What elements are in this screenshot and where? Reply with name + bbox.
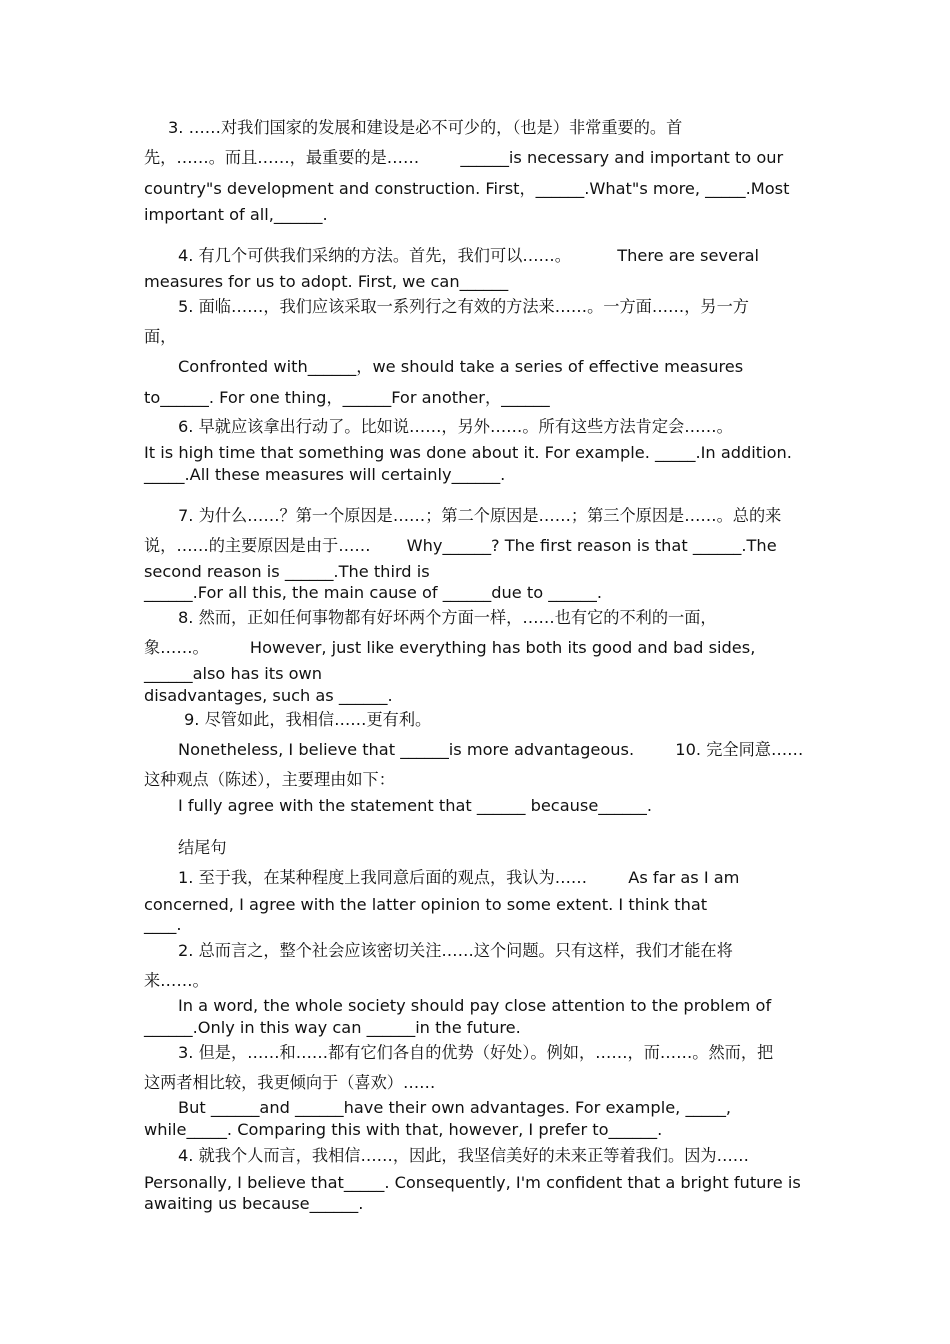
- text-line: But ______and ______have their own advantages. For example, _____,: [178, 1098, 732, 1117]
- text-line: concerned, I agree with the latter opinion to some extent. I think that: [144, 895, 708, 914]
- text-line: disadvantages, such as ______.: [144, 686, 393, 705]
- text-line: important of all,______.: [144, 205, 328, 224]
- text-line: 说，……的主要原因是由于…… Why______? The first reason is that ______.The: [144, 536, 777, 555]
- text-line: country"s development and construction. First，______.What"s more, _____.Most: [144, 179, 790, 198]
- text-line: Confronted with______，we should take a series of effective measures: [178, 357, 744, 376]
- text-line: In a word, the whole society should pay close attention to the problem of: [178, 996, 772, 1015]
- text-line: 象……。 However, just like everything has both its good and bad sides,: [144, 638, 756, 657]
- text-line: 9. 尽管如此，我相信……更有利。: [184, 710, 432, 729]
- text-line: 1. 至于我，在某种程度上我同意后面的观点，我认为…… As far as I am: [178, 868, 740, 887]
- text-line: measures for us to adopt. First, we can______: [144, 272, 509, 291]
- text-line: to______. For one thing，______For another，______: [144, 388, 550, 407]
- text-line: ______.For all this, the main cause of ______due to ______.: [144, 583, 603, 602]
- text-line: 7. 为什么……？第一个原因是……；第二个原因是……；第三个原因是……。总的来: [178, 506, 782, 525]
- text-line: 来……。: [144, 971, 209, 990]
- text-line: 6. 早就应该拿出行动了。比如说……，另外……。所有这些方法肯定会……。: [178, 417, 733, 436]
- text-line: 面，: [144, 327, 177, 346]
- text-line: 3. 但是，……和……都有它们各自的优势（好处）。例如，……，而……。然而，把: [178, 1043, 774, 1062]
- text-line: 8. 然而，正如任何事物都有好坏两个方面一样，……也有它的不利的一面，: [178, 608, 717, 627]
- text-line: It is high time that something was done about it. For example. _____.In addition.: [144, 443, 792, 462]
- text-line: ______also has its own: [144, 664, 323, 683]
- text-line: Personally, I believe that_____. Consequently, I'm confident that a bright future is: [144, 1173, 801, 1192]
- text-line: awaiting us because______.: [144, 1194, 364, 1213]
- text-line: 2. 总而言之，整个社会应该密切关注……这个问题。只有这样，我们才能在将: [178, 941, 733, 960]
- text-line: Nonetheless, I believe that ______is more advantageous. 10. 完全同意……: [178, 740, 804, 759]
- text-line: ______.Only in this way can ______in the future.: [144, 1018, 521, 1037]
- text-line: 4. 有几个可供我们采纳的方法。首先，我们可以……。 There are several: [178, 246, 760, 265]
- text-line: second reason is ______.The third is: [144, 562, 430, 581]
- text-line: ____.: [144, 915, 182, 934]
- text-line: while_____. Comparing this with that, however, I prefer to______.: [144, 1120, 663, 1139]
- text-line: 先，……。而且……，最重要的是…… ______is necessary and important to our: [144, 148, 784, 167]
- text-line: _____.All these measures will certainly______.: [144, 465, 506, 484]
- text-line: 这种观点（陈述），主要理由如下：: [144, 770, 395, 789]
- text-line: I fully agree with the statement that ______ because______.: [178, 796, 652, 815]
- text-line: 3. ……对我们国家的发展和建设是必不可少的，（也是）非常重要的。首: [168, 118, 683, 137]
- section-heading: 结尾句: [178, 838, 227, 857]
- text-line: 这两者相比较，我更倾向于（喜欢）……: [144, 1073, 436, 1092]
- text-line: 5. 面临……，我们应该采取一系列行之有效的方法来……。一方面……，另一方: [178, 297, 749, 316]
- text-line: 4. 就我个人而言，我相信……，因此，我坚信美好的未来正等着我们。因为……: [178, 1146, 749, 1165]
